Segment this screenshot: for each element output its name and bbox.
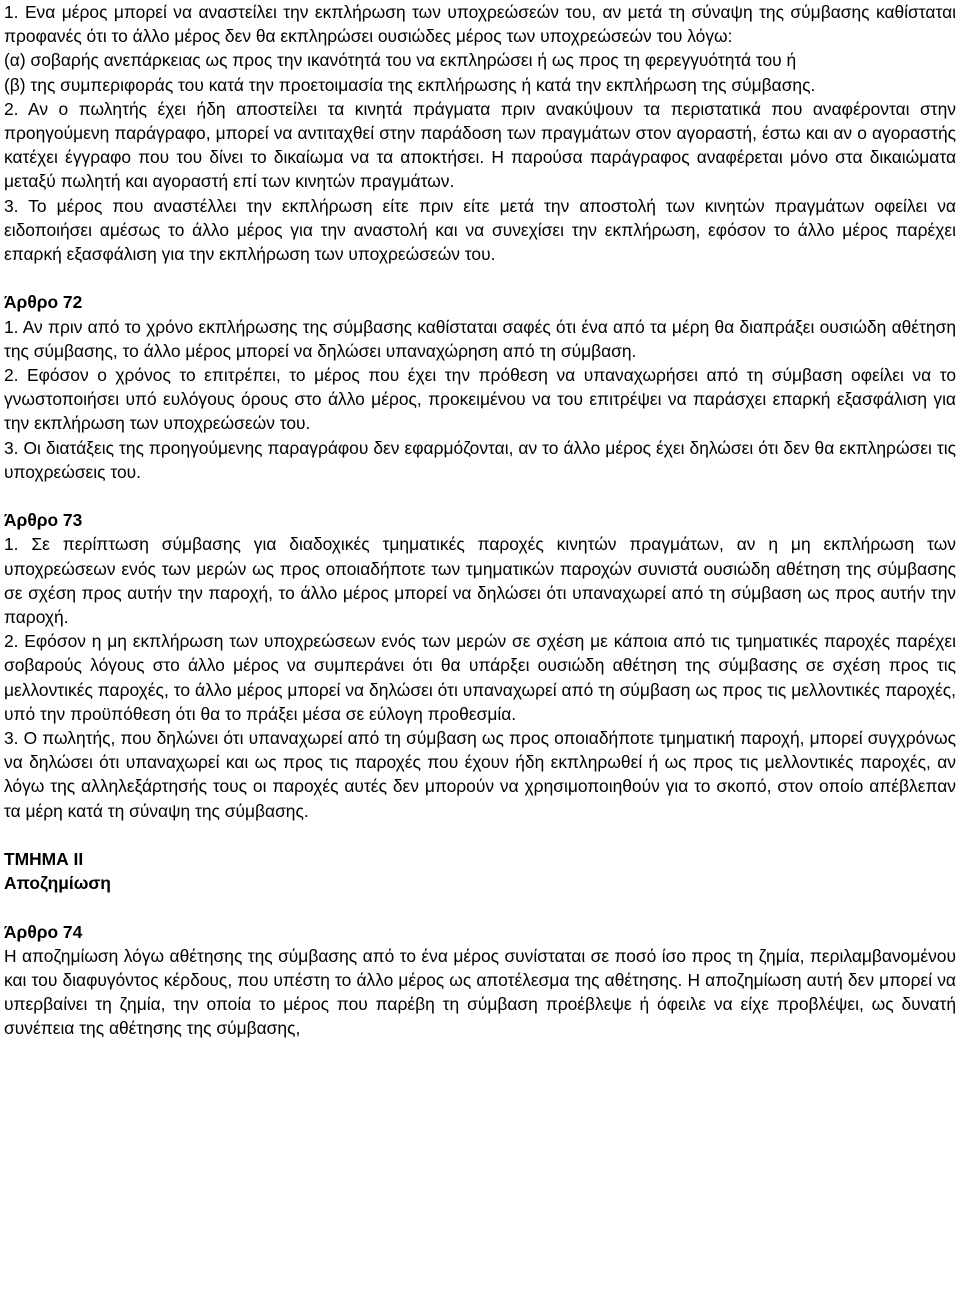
article-74 <box>4 920 956 1041</box>
article-73 <box>4 508 956 823</box>
paragraph-74-1: Η αποζημίωση λόγω αθέτησης της σύμβασης από το ένα μέρος συνίσταται σε ποσό ίσο προς τη ζημία, περιλαμβανομένου και του διαφυγόντος κέρδους, που υπέστη το άλλο μέρος ως αποτέλεσμα της αθέτησης. Η αποζημίωση αυτή δεν μπορεί να υπερβαίνει τη ζημία, την οποία το μέρος που παρέβη τη σύμβαση προέβλεψε ή όφειλε να είχε προβλέψει, ως δυνατή συνέπεια της αθέτησης της σύμβασης, <box>4 945 956 1039</box>
article-71-continuation <box>4 0 956 266</box>
paragraph-72-2: 2. Εφόσον ο χρόνος το επιτρέπει, το μέρος που έχει την πρόθεση να υπαναχωρήσει από τη σύμβαση οφείλει να το γνωστοποιήσει υπό ευλόγους όρους στο άλλο μέρος, προκειμένου να του επιτρέψει να παράσχει επαρκή εξασφάλιση για την εκπλήρωση των υποχρεώσεών του. <box>4 365 956 434</box>
article-74-heading: Άρθρο 74 <box>4 921 83 942</box>
document-page <box>4 0 956 1041</box>
paragraph-72-3: 3. Οι διατάξεις της προηγούμενης παραγράφου δεν εφαρμόζονται, αν το άλλο μέρος έχει δηλώσει ότι δεν θα εκπληρώσει τις υποχρεώσεις του. <box>4 437 956 482</box>
article-72-heading: Άρθρο 72 <box>4 292 83 313</box>
paragraph-73-3: 3. Ο πωλητής, που δηλώνει ότι υπαναχωρεί από τη σύμβαση ως προς οποιαδήποτε τμηματική παροχή, μπορεί συγχρόνως να δηλώσει ότι υπαναχωρεί και ως προς τις παροχές που έχουν ήδη εκπληρωθεί ή ως προς τις μελλοντικές παροχές, αν λόγω της αλληλεξάρτησής τους οι παροχές αυτές δεν μπορούν να χρησιμοποιηθούν για το σκοπό, στον οποίο απέβλεπαν τα μέρη κατά τη σύναψη της σύμβασης. <box>4 728 956 821</box>
section-heading <box>4 847 956 895</box>
paragraph-73-2: 2. Εφόσον η μη εκπλήρωση των υποχρεώσεων ενός των μερών σε σχέση με κάποια από τις τμηματικές παροχές παρέχει σοβαρούς λόγους στο άλλο μέρος να συμπεράνει ότι θα υπάρξει ουσιώδη αθέτηση της σύμβασης σε σχέση προς τις μελλοντικές παροχές, το άλλο μέρος μπορεί να δηλώσει ότι υπαναχωρεί από τη σύμβαση ως προς τις μελλοντικές παροχές, υπό την προϋπόθεση ότι θα το πράξει μέσα σε εύλογη προθεσμία. <box>4 631 956 724</box>
paragraph-71-1-a: (α) σοβαρής ανεπάρκειας ως προς την ικανότητά του να εκπληρώσει ή ως προς τη φερεγγυότητά του ή <box>4 50 797 71</box>
section-title: ΤΜΗΜΑ ΙΙ <box>4 849 84 870</box>
spacer <box>4 266 956 290</box>
paragraph-72-1: 1. Αν πριν από το χρόνο εκπλήρωσης της σύμβασης καθίσταται σαφές ότι ένα από τα μέρη θα διαπράξει ουσιώδη αθέτηση της σύμβασης, το άλλο μέρος μπορεί να δηλώσει υπαναχώρηση από τη σύμβαση. <box>4 316 956 361</box>
section-subtitle: Αποζημίωση <box>4 873 111 894</box>
paragraph-71-1-b: (β) της συμπεριφοράς του κατά την προετοιμασία της εκπλήρωσης ή κατά την εκπλήρωση της σύμβασης. <box>4 74 816 95</box>
spacer <box>4 484 956 508</box>
paragraph-71-2: 2. Αν ο πωλητής έχει ήδη αποστείλει τα κινητά πράγματα πριν ανακύψουν τα περιστατικά που αναφέρονται στην προηγούμενη παράγραφο, μπορεί να αντιταχθεί στην παράδοση των πραγμάτων στον αγοραστή, έστω και αν ο αγοραστής κατέχει έγγραφο που του δίνει το δικαίωμα να τα αποκτήσει. Η παρούσα παράγραφος αναφέρεται μόνο στα δικαιώματα μεταξύ πωλητή και αγοραστή επί των κινητών πραγμάτων. <box>4 98 956 192</box>
article-72 <box>4 290 956 484</box>
spacer <box>4 895 956 919</box>
article-73-heading: Άρθρο 73 <box>4 510 83 531</box>
spacer <box>4 823 956 847</box>
paragraph-73-1: 1. Σε περίπτωση σύμβασης για διαδοχικές τμηματικές παροχές κινητών πραγμάτων, αν η μη εκπλήρωση των υποχρεώσεων ενός των μερών ως προς οποιαδήποτε των τμηματικών παροχών συνιστά ουσιώδη αθέτηση της σύμβασης σε σχέση προς αυτήν την παροχή, το άλλο μέρος μπορεί να δηλώσει ότι υπαναχωρεί από τη σύμβαση ως προς αυτήν την παροχή. <box>4 534 956 628</box>
paragraph-71-1: 1. Ενα μέρος μπορεί να αναστείλει την εκπλήρωση των υποχρεώσεών του, αν μετά τη σύναψη της σύμβασης καθίσταται προφανές ότι το άλλο μέρος δεν θα εκπληρώσει ουσιώδες μέρος των υποχρεώσεών του λόγω: <box>4 2 956 47</box>
paragraph-71-3: 3. Το μέρος που αναστέλλει την εκπλήρωση είτε πριν είτε μετά την αποστολή των κινητών πραγμάτων οφείλει να ειδοποιήσει αμέσως το άλλο μέρος για την αναστολή και να συνεχίσει την εκπλήρωση, εφόσον το άλλο μέρος παρέχει επαρκή εξασφάλιση για την εκπλήρωση των υποχρεώσεών του. <box>4 195 956 265</box>
